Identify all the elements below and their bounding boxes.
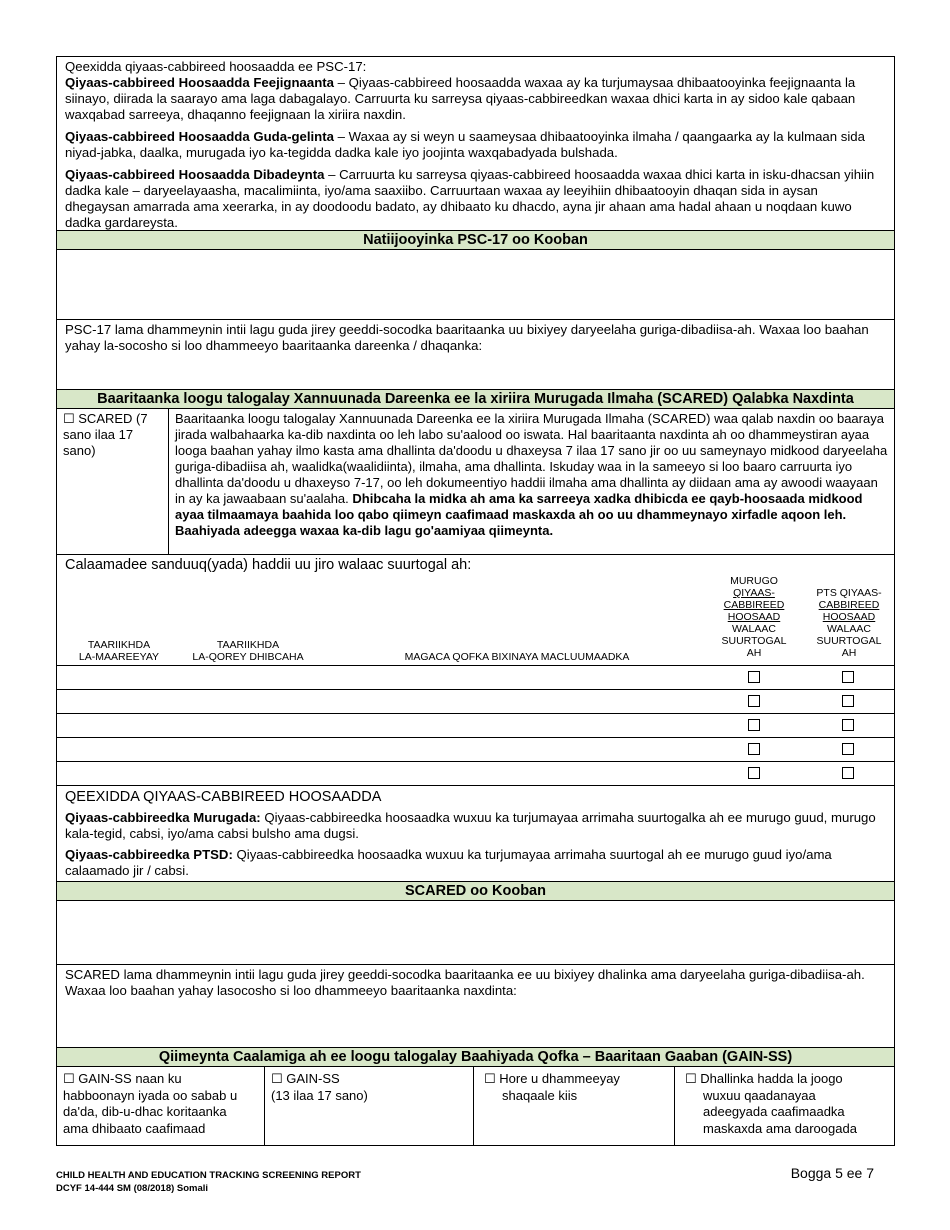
grief-checkbox[interactable] (748, 743, 760, 755)
scared-description: Baaritaanka loogu talogalay Xannuunada Dareenka ee la xiriira Murugada Ilmaha (SCARED) waa qalab naxdin oo baaraya jirada walbahaarka ka-dib naxdinta oo leh labo su'aalood oo iswata. Hal baaritaanta naxdinta ah oo dhammeystiran ayaa looga baahan yahay ilmo kasta ama dhallinta da'doodu u dhaxeysa 7 ilaa 17 sano jir oo uu sameynayo midkood daryeelaha guriga-dibadiisa ah, waalidka(waalidiinta), ilmaha, ama dhallinta. Iskuday waa in la sameeyo si loo baaro carruurta iyo dhallinta da'doodu u dhaxeyso 7-17, oo leh dokumeentiyo haddii ilmaha ama dhallinta ay diidaan ama ay awoodi waayaan in ay ka jawaabaan su'aalaha. Dhibcaha la midka ah ama ka sarreeya xadka dhibicda ee qayb-hoosaada midkood ayaa tilmaamaya baahida loo qabo qiimeyn caafimaad maskaxda ah oo uu dhammeynayo xirfadle aqoon leh. Baahiyada adeegga waxaa ka-dib lagu go'aamiyaa qiimeynta. (175, 411, 888, 538)
grief-checkbox[interactable] (748, 719, 760, 731)
table-row (57, 762, 894, 786)
scared-table-header (57, 555, 894, 666)
psc-definitions-lead: Qeexidda qiyaas-cabbireed hoosaadda ee PSC-17: (65, 59, 367, 74)
col-informant-name: MAGACA QOFKA BIXINAYA MACLUUMAADKA (404, 651, 630, 663)
gain-option-currently-receiving[interactable]: ☐ Dhallinka hadda la joogo wuxuu qaadanayaa adeegyada caafimaadka maskaxda ama daroogada (685, 1071, 857, 1136)
scared-header: Baaritaanka loogu talogalay Xannuunada Dareenka ee la xiriira Murugada Ilmaha (SCARED) Qalabka Naxdinta (57, 389, 894, 409)
col-date-received: TAARIIKHDA LA-MAAREEYAY (78, 639, 160, 663)
col-grief-subscale: MURUGO QIYAAS- CABBIREED HOOSAAD WALAAC SUURTOGAL AH (721, 575, 787, 659)
check-instruction: Calaamadee sanduuq(yada) haddii uu jiro walaac suurtogal ah: (65, 557, 472, 573)
pts-checkbox[interactable] (842, 695, 854, 707)
scared-row (57, 409, 894, 555)
gain-options (57, 1067, 894, 1145)
psc-def-attention: Qiyaas-cabbireed Hoosaadda Feejignaanta – Qiyaas-cabbireed hoosaadda waxaa ay ka turjumaysaa dhibaatooyinka feejignaanta la siinayo, diirada la saarayo ama laga dabagalayo. Carruurta ku sarreysa qiyaas-cabbireedkan waxaa dhici karta in ay sidoo kale qabaan waxqabad sarreeya, dhaqanno feejignaan la xiriira naxdin. (65, 75, 856, 122)
psc-results-field[interactable] (57, 250, 894, 320)
form-page (56, 56, 895, 1146)
table-row (57, 666, 894, 690)
psc-definitions (57, 57, 894, 230)
psc-def-external: Qiyaas-cabbireed Hoosaadda Dibadeynta – Carruurta ku sarreysa qiyaas-cabbireed hoosaadda waxaa dhici karta in isku-dhacsan yihiin dadka kale – daryeelayaasha, macalimiinta, iyo/ama saaxiibo. Carruurtaan waxaa ay leeyihiin dhibaatooyin dhaqan sida in aysan dhegaysan amarrada ama xeerarka, in ay doodoodu badato, ay dhibaato ku dhacdo, ayna jir ahaan ama hadal ahaan u noqdaan kuwo dadka gardareysta. (65, 167, 875, 230)
table-row (57, 714, 894, 738)
pts-checkbox[interactable] (842, 719, 854, 731)
scared-results-field[interactable] (57, 901, 894, 965)
psc-results-header: Natiijooyinka PSC-17 oo Kooban (57, 230, 894, 250)
gain-option-completed-by-caseworker[interactable]: ☐ Hore u dhammeeyay shaqaale kiis (474, 1067, 675, 1145)
psc-results-note: PSC-17 lama dhammeynin intii lagu guda jirey geeddi-socodka baaritaanka uu bixiyey daryeelaha guriga-dibadiisa-ah. Waxaa loo baahan yahay la-socosho si loo dhammeeyo baaritaanka dareenka / dhaqanka: (65, 322, 869, 353)
scared-def-grief: Qiyaas-cabbireedka Murugada: Qiyaas-cabbireedka hoosaadka wuxuu ka turjumayaa arrimaha suurtogalka ah ee murugo guud, murugo kala-tegid, cabsi, iyo/ama cabsi bulsho ama dugsi. (65, 810, 876, 841)
pts-checkbox[interactable] (842, 743, 854, 755)
psc-def-internal: Qiyaas-cabbireed Hoosaadda Guda-gelinta – Waxaa ay si weyn u saameysaa dhibaatooyinka ilmaha / qaangaarka ay la kulmaan sida niyad-jabka, daalka, murugada iyo ka-tegidda dadka kale iyo joojinta waxqabadyada bulshada. (65, 129, 865, 160)
table-row (57, 738, 894, 762)
col-date-scored: TAARIIKHDA LA-QOREY DHIBCAHA (192, 639, 304, 663)
grief-checkbox[interactable] (748, 695, 760, 707)
pts-checkbox[interactable] (842, 671, 854, 683)
pts-checkbox[interactable] (842, 767, 854, 779)
gain-header: Qiimeynta Caalamiga ah ee loogu talogalay Baahiyada Qofka – Baaritaan Gaaban (GAIN-SS) (57, 1047, 894, 1067)
scared-results-header: SCARED oo Kooban (57, 881, 894, 901)
scared-checkbox[interactable]: ☐ SCARED (7 sano ilaa 17 sano) (57, 409, 169, 554)
footer-form-id: CHILD HEALTH AND EDUCATION TRACKING SCREENING REPORT DCYF 14-444 SM (08/2018) Somali (56, 1170, 361, 1194)
scared-definitions (57, 786, 894, 881)
grief-checkbox[interactable] (748, 671, 760, 683)
gain-option-not-appropriate[interactable]: ☐ GAIN-SS naan ku habboonayn iyada oo sabab u da'da, dib-u-dhac koritaanka ama dhibaato caafimaad (57, 1067, 265, 1145)
col-pts-subscale: PTS QIYAAS- CABBIREED HOOSAAD WALAAC SUURTOGAL AH (816, 587, 882, 659)
grief-checkbox[interactable] (748, 767, 760, 779)
gain-option-age-13-17[interactable]: ☐ GAIN-SS (13 ilaa 17 sano) (265, 1067, 474, 1145)
table-row (57, 690, 894, 714)
scared-def-ptsd: Qiyaas-cabbireedka PTSD: Qiyaas-cabbireedka hoosaadka wuxuu ka turjumayaa arrimaha suurtogal ah ee murugo guud iyo/ama calaamado jir / cabsi. (65, 847, 832, 878)
page-number: Bogga 5 ee 7 (790, 1165, 874, 1181)
scared-results-note: SCARED lama dhammeynin intii lagu guda jirey geeddi-socodka baaritaanka ee uu bixiyey dhalinka ama daryeelaha guriga-dibadiisa-ah. Waxaa loo baahan yahay lasocosho si loo dhammeeyo baaritaanka naxdinta: (65, 967, 865, 998)
scared-definitions-title: QEEXIDDA QIYAAS-CABBIREED HOOSAADDA (65, 789, 382, 805)
check-rows (57, 666, 894, 786)
